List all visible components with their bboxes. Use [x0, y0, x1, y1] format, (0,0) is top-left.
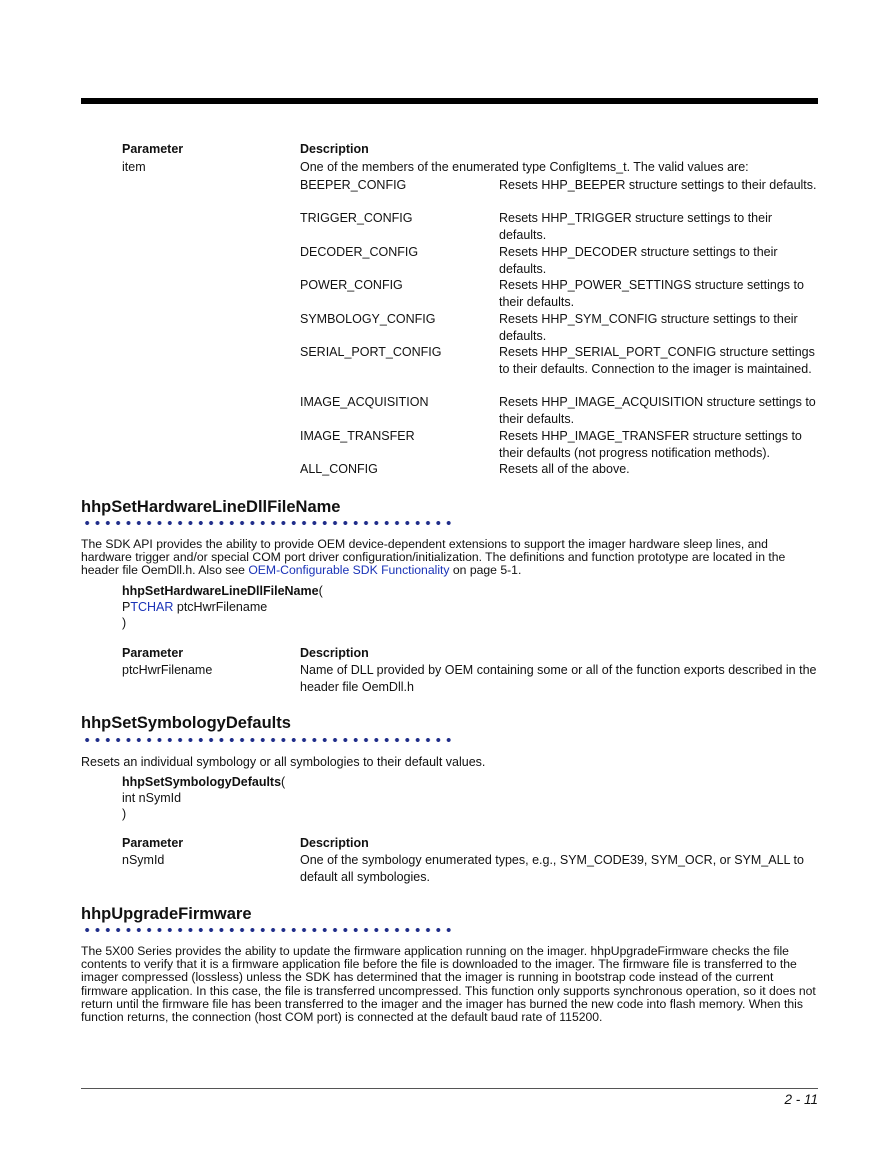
open-paren: ( [281, 775, 286, 789]
function-argument: int nSymId [122, 791, 182, 805]
section-paragraph: The 5X00 Series provides the ability to update the firmware application running on the imager. hhpUpgradeFirmware checks the file contents to verify that it is a firmware application file before the file is downloaded to the imager. The firmware file is transferred to the imager compressed (lossless) unless the SDK has determined that the imager is running in bootstrap code instead of the current firmware application. In this case, the file is transferred uncompressed. This function only supports synchronous operation, so it does not return until the firmware file has been transferred to the imager and the imager has burned the new code into flash memory. When this function returns, the connection (host COM port) is connected at the default baud rate of 115200. [81, 944, 816, 1025]
description-column-header: Description [300, 836, 369, 850]
header-rule [81, 98, 818, 104]
param-name: ptcHwrFilename [122, 663, 213, 677]
arg-name: ptcHwrFilename [173, 600, 268, 614]
config-description: Resets HHP_IMAGE_TRANSFER structure settings to their defaults (not progress notification methods). [499, 429, 802, 460]
config-description: Resets HHP_TRIGGER structure settings to their defaults. [499, 211, 773, 242]
config-name: IMAGE_TRANSFER [300, 429, 415, 443]
config-description: Resets HHP_POWER_SETTINGS structure settings to their defaults. [499, 278, 804, 309]
function-signature [122, 774, 285, 791]
config-name: TRIGGER_CONFIG [300, 211, 413, 225]
close-paren: ) [122, 807, 127, 821]
function-name: hhpSetHardwareLineDllFileName [122, 584, 319, 598]
section-paragraph: Resets an individual symbology or all symbologies to their default values. [81, 755, 486, 769]
config-description: Resets HHP_SYM_CONFIG structure settings to their defaults. [499, 312, 798, 343]
config-name: IMAGE_ACQUISITION [300, 395, 429, 409]
section-heading: hhpSetHardwareLineDllFileName [81, 498, 341, 516]
param-intro: One of the members of the enumerated type ConfigItems_t. The valid values are: [300, 160, 749, 174]
param-column-header: Parameter [122, 836, 184, 850]
config-name: DECODER_CONFIG [300, 245, 419, 259]
type-link[interactable]: TCHAR [130, 600, 174, 614]
config-name: SERIAL_PORT_CONFIG [300, 345, 442, 359]
config-name: ALL_CONFIG [300, 462, 378, 476]
param-column-header: Parameter [122, 142, 184, 156]
paragraph-text: The SDK API provides the ability to provide OEM device-dependent extensions to support the imager hardware sleep lines, and hardware trigger and/or special COM port driver configuration/initialization. The definitions and function prototype are located in the header file OemDll.h. Also see [81, 537, 786, 578]
paragraph-text: on page 5-1. [449, 563, 522, 578]
param-column-header: Parameter [122, 646, 184, 660]
config-name: POWER_CONFIG [300, 278, 403, 292]
open-paren: ( [318, 584, 323, 598]
config-description: Resets HHP_DECODER structure settings to their defaults. [499, 245, 778, 276]
param-description: Name of DLL provided by OEM containing some or all of the function exports described in the header file OemDll.h [300, 663, 817, 694]
config-name: BEEPER_CONFIG [300, 178, 407, 192]
section-heading: hhpUpgradeFirmware [81, 905, 252, 923]
section-paragraph [81, 538, 816, 578]
description-column-header: Description [300, 646, 369, 660]
heading-dot-rule [82, 736, 454, 744]
heading-dot-rule [82, 926, 454, 934]
close-paren: ) [122, 616, 127, 630]
config-description: Resets all of the above. [499, 462, 630, 476]
description-column-header: Description [300, 142, 369, 156]
config-name: SYMBOLOGY_CONFIG [300, 312, 436, 326]
function-argument [122, 599, 267, 616]
param-description: One of the symbology enumerated types, e.g., SYM_CODE39, SYM_OCR, or SYM_ALL to default all symbologies. [300, 853, 804, 884]
cross-reference-link[interactable]: OEM-Configurable SDK Functionality [248, 563, 450, 578]
config-description: Resets HHP_IMAGE_ACQUISITION structure settings to their defaults. [499, 395, 816, 426]
footer-rule [81, 1088, 818, 1089]
function-name: hhpSetSymbologyDefaults [122, 775, 282, 789]
arg-prefix: P [122, 600, 131, 614]
page-number: 2 - 11 [784, 1092, 818, 1107]
config-description: Resets HHP_BEEPER structure settings to their defaults. [499, 178, 817, 192]
section-heading: hhpSetSymbologyDefaults [81, 714, 291, 732]
heading-dot-rule [82, 519, 454, 527]
param-name: nSymId [122, 853, 165, 867]
function-signature [122, 583, 323, 600]
param-name: item [122, 160, 146, 174]
config-description: Resets HHP_SERIAL_PORT_CONFIG structure settings to their defaults. Connection to the imager is maintained. [499, 345, 815, 376]
